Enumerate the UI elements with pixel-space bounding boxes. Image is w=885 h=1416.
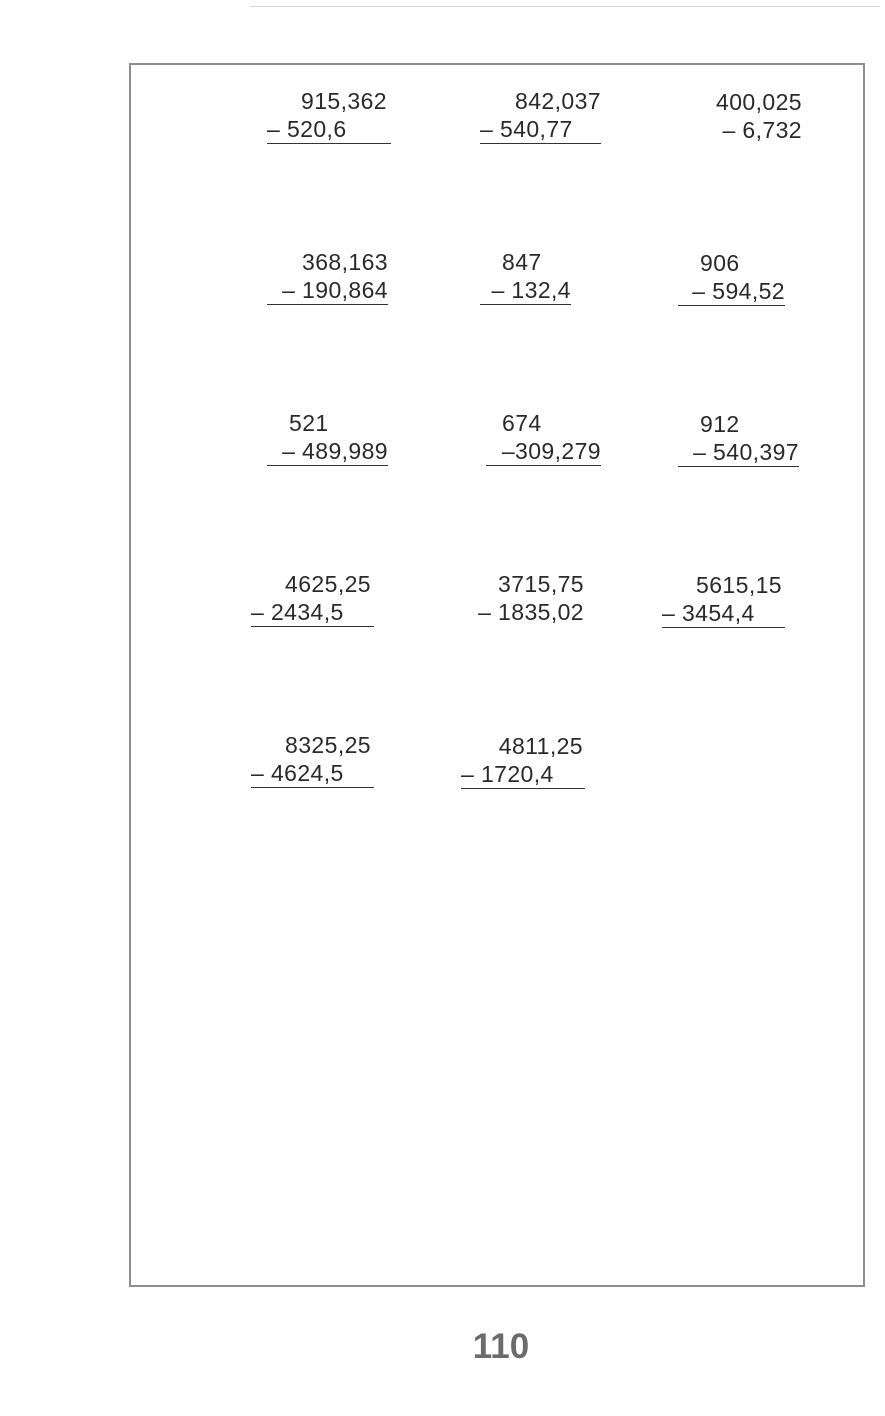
minuend: 5615,15 [696,572,782,598]
subtraction-problem-r2c1 [267,247,388,305]
subtrahend: – 540,397 [678,439,799,467]
subtraction-problem-r1c1 [267,86,391,144]
subtraction-problem-r5c2 [461,731,585,789]
subtrahend: – 6,732 [722,117,802,143]
subtraction-problem-r1c3 [690,87,802,144]
page-top-edge [250,6,880,7]
subtraction-problem-r4c1 [251,569,374,627]
subtraction-problem-r4c2 [462,569,584,626]
subtrahend: – 190,864 [267,277,388,305]
subtraction-problem-r3c2 [480,408,601,466]
subtrahend: – 520,6 [267,116,391,144]
subtraction-problem-r4c3 [662,570,785,628]
minuend: 906 [700,250,740,276]
minuend: 8325,25 [285,732,371,758]
minuend: 912 [700,411,740,437]
subtrahend: – 1835,02 [478,599,584,625]
minuend: 400,025 [716,89,802,115]
minuend: 847 [502,249,542,275]
page-number: 110 [472,1327,530,1366]
subtrahend: – 594,52 [678,278,785,306]
subtraction-problem-r3c1 [267,408,388,466]
minuend: 521 [289,410,329,436]
subtraction-problem-r1c2 [480,86,601,144]
minuend: 915,362 [301,88,387,114]
subtrahend: – 540,77 [480,116,601,144]
subtraction-problem-r2c3 [678,248,785,306]
subtrahend: – 132,4 [480,277,571,305]
minuend: 674 [502,410,542,436]
minuend: 3715,75 [498,571,584,597]
minuend: 368,163 [302,249,388,275]
subtrahend: –309,279 [486,438,601,466]
subtraction-problem-r5c1 [251,730,374,788]
subtrahend: – 3454,4 [662,600,785,628]
subtrahend: – 4624,5 [251,760,374,788]
subtraction-problem-r2c2 [480,247,571,305]
subtrahend: – 489,989 [267,438,388,466]
subtrahend: – 2434,5 [251,599,374,627]
minuend: 4625,25 [285,571,371,597]
minuend: 842,037 [515,88,601,114]
subtrahend: – 1720,4 [461,761,585,789]
minuend: 4811,25 [498,733,583,759]
subtraction-problem-r3c3 [678,409,799,467]
